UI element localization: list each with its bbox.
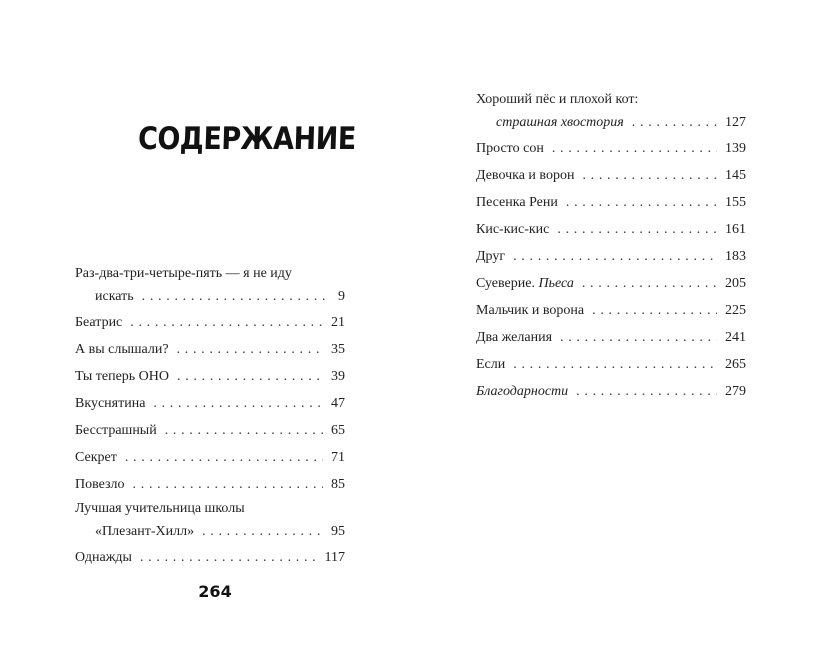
toc-entry — [75, 444, 345, 471]
toc-left-column — [75, 263, 345, 571]
leader-dots — [552, 135, 717, 162]
toc-entry-page: 241 — [725, 330, 746, 345]
toc-entry-title: Друг — [476, 249, 506, 264]
leader-dots — [177, 336, 323, 363]
toc-entry-title: Хороший пёс и плохой кот: — [476, 92, 639, 107]
toc-entry-page: 21 — [331, 315, 345, 330]
toc-entry-title: Если — [476, 357, 506, 372]
toc-entry-title: Раз-два-три-четыре-пять — я не иду — [75, 266, 292, 281]
toc-entry-page: 39 — [331, 369, 345, 384]
toc-entry — [75, 498, 345, 544]
toc-entry — [476, 243, 746, 270]
toc-entry-page: 47 — [331, 396, 345, 411]
leader-dots — [165, 417, 323, 444]
toc-entry-title: Ты теперь ОНО — [75, 369, 170, 384]
toc-entry-page: 225 — [725, 303, 746, 318]
toc-entry-page: 95 — [331, 524, 345, 539]
toc-entry — [75, 390, 345, 417]
toc-entry-page: 127 — [725, 115, 746, 130]
toc-entry-page: 71 — [331, 450, 345, 465]
toc-entry — [75, 471, 345, 498]
toc-entry-page: 85 — [331, 477, 345, 492]
toc-entry — [476, 216, 746, 243]
toc-entry — [476, 135, 746, 162]
toc-entry — [75, 363, 345, 390]
toc-entry-title: А вы слышали? — [75, 342, 169, 357]
leader-dots — [566, 189, 717, 216]
toc-entry-title: Лучшая учительница школы — [75, 501, 245, 516]
toc-entry-page: 265 — [725, 357, 746, 372]
toc-entry-page: 205 — [725, 276, 746, 291]
leader-dots — [592, 297, 717, 324]
leader-dots — [142, 285, 330, 309]
leader-dots — [582, 270, 717, 297]
toc-entry-title: Кис-кис-кис — [476, 222, 550, 237]
toc-entry — [476, 324, 746, 351]
toc-entry-page: 279 — [725, 384, 746, 399]
leader-dots — [177, 363, 323, 390]
toc-entry-page: 9 — [338, 289, 345, 304]
toc-entry — [476, 270, 746, 297]
toc-entry — [75, 309, 345, 336]
toc-entry-page: 117 — [324, 550, 345, 565]
toc-entry — [75, 263, 345, 309]
toc-entry-page: 65 — [331, 423, 345, 438]
toc-entry-title-italic: Пьеса — [538, 276, 574, 291]
leader-dots — [125, 444, 323, 471]
toc-entry — [75, 544, 345, 571]
toc-entry-title: Повезло — [75, 477, 125, 492]
toc-entry — [476, 189, 746, 216]
toc-entry-title: Девочка и ворон — [476, 168, 575, 183]
toc-entry-page: 139 — [725, 141, 746, 156]
toc-entry-page: 35 — [331, 342, 345, 357]
toc-entry-title: Секрет — [75, 450, 117, 465]
toc-entry-title: Однажды — [75, 550, 132, 565]
toc-entry-title: Два желания — [476, 330, 553, 345]
toc-entry-title: Мальчик и ворона — [476, 303, 585, 318]
leader-dots — [560, 324, 717, 351]
leader-dots — [202, 520, 323, 544]
toc-entry — [476, 297, 746, 324]
toc-entry-title-continued: «Плезант-Хилл» — [95, 524, 195, 539]
leader-dots — [513, 351, 717, 378]
leader-dots — [133, 471, 323, 498]
toc-entry-page: 145 — [725, 168, 746, 183]
leader-dots — [153, 390, 323, 417]
toc-entry-page: 183 — [725, 249, 746, 264]
toc-entry-title: Суеверие. — [476, 276, 535, 291]
leader-dots — [576, 378, 717, 405]
toc-entry-page: 155 — [725, 195, 746, 210]
toc-entry — [476, 162, 746, 189]
toc-entry-title: Бесстрашный — [75, 423, 157, 438]
page-title: СОДЕРЖАНИЕ — [137, 121, 357, 158]
leader-dots — [557, 216, 717, 243]
toc-entry-title: Благодарности — [476, 384, 569, 399]
toc-entry-title: Вкуснятина — [75, 396, 146, 411]
leader-dots — [513, 243, 717, 270]
toc-entry — [476, 89, 746, 135]
toc-entry-title-continued: страшная хвостория — [496, 115, 624, 130]
toc-entry — [476, 378, 746, 405]
leader-dots — [130, 309, 323, 336]
toc-entry-title-continued: искать — [95, 289, 134, 304]
leader-dots — [632, 111, 717, 135]
page-number: 264 — [198, 582, 232, 601]
toc-entry-title: Песенка Рени — [476, 195, 558, 210]
toc-entry — [75, 336, 345, 363]
leader-dots — [140, 544, 317, 571]
toc-right-column — [476, 89, 746, 405]
toc-entry — [476, 351, 746, 378]
toc-entry-title: Беатрис — [75, 315, 123, 330]
leader-dots — [582, 162, 717, 189]
toc-entry-title: Просто сон — [476, 141, 544, 156]
toc-entry-page: 161 — [725, 222, 746, 237]
toc-entry — [75, 417, 345, 444]
